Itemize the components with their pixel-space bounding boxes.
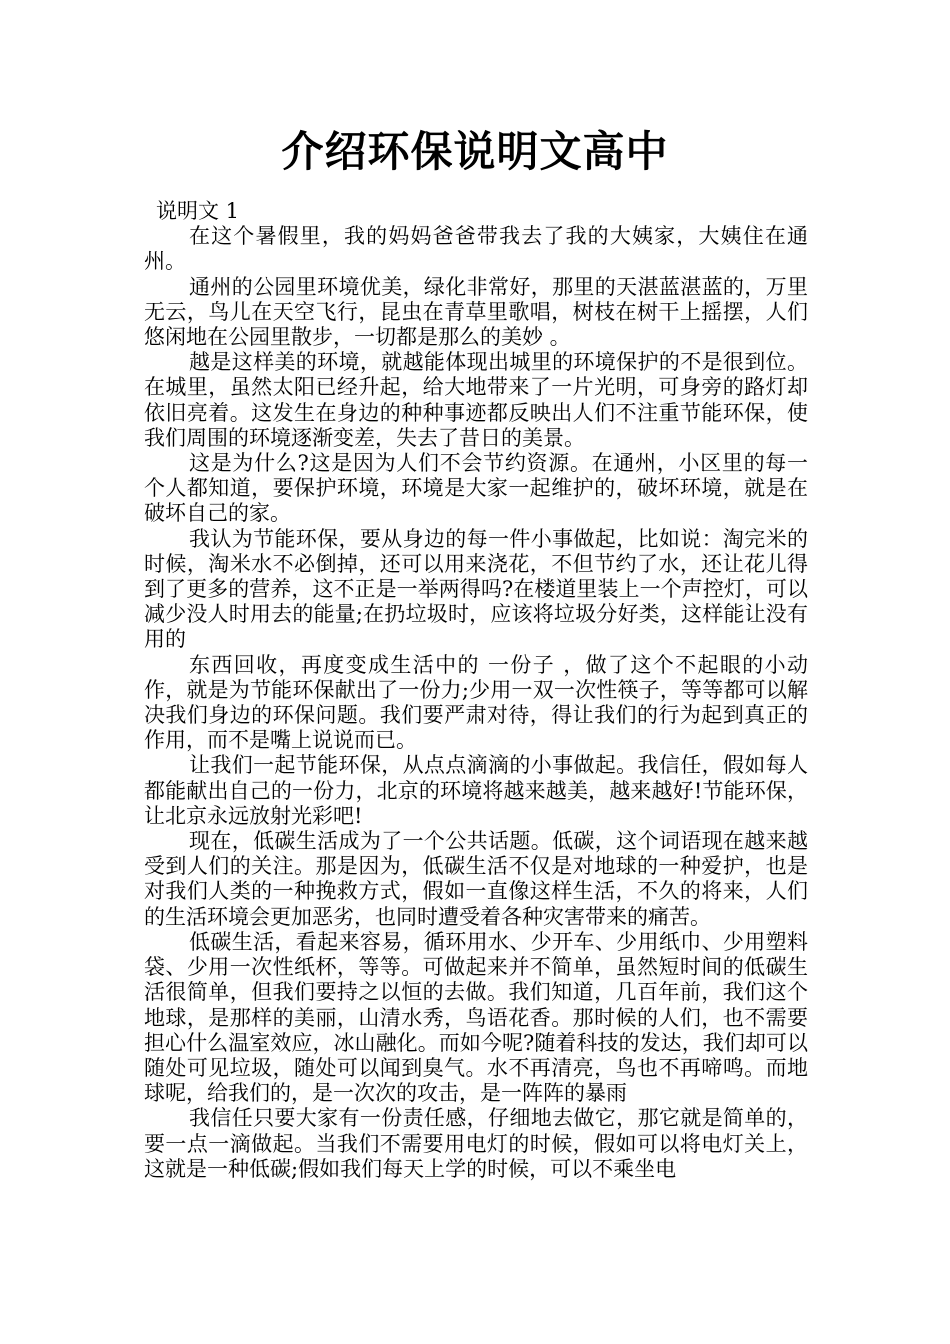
paragraph-1: 在这个暑假里，我的妈妈爸爸带我去了我的大姨家，大姨住在通州。 — [144, 224, 808, 274]
paragraph-5: 我认为节能环保，要从身边的每一件小事做起，比如说：淘完米的时候，淘米水不必倒掉，还可以用来浇花，不但节约了水，还让花儿得到了更多的营养，这不正是一举两得吗?在楼道里装上一个声控灯，可以减少没人时用去的能量;在扔垃圾时，应该将垃圾分好类，这样能让没有用的 — [144, 526, 808, 652]
paragraph-4: 这是为什么?这是因为人们不会节约资源。在通州，小区里的每一个人都知道，要保护环境，环境是大家一起维护的，破坏环境，就是在破坏自己的家。 — [144, 451, 808, 526]
paragraph-7: 让我们一起节能环保，从点点滴滴的小事做起。我信任，假如每人都能献出自己的一份力，北京的环境将越来越美，越来越好!节能环保，让北京永远放射光彩吧! — [144, 753, 808, 828]
paragraph-8: 现在，低碳生活成为了一个公共话题。低碳，这个词语现在越来越受到人们的关注。那是因为，低碳生活不仅是对地球的一种爱护，也是对我们人类的一种挽救方式，假如一直像这样生活，不久的将来，人们的生活环境会更加恶劣，也同时遭受着各种灾害带来的痛苦。 — [144, 829, 808, 929]
paragraph-2: 通州的公园里环境优美，绿化非常好，那里的天湛蓝湛蓝的，万里无云，鸟儿在天空飞行，昆虫在青草里歌唱，树枝在树干上摇摆，人们悠闲地在公园里散步，一切都是那么的美妙 。 — [144, 274, 808, 350]
paragraph-10: 我信任只要大家有一份责任感，仔细地去做它，那它就是简单的，要一点一滴做起。当我们不需要用电灯的时候，假如可以将电灯关上，这就是一种低碳;假如我们每天上学的时候，可以不乘坐电 — [144, 1106, 808, 1181]
paragraph-3: 越是这样美的环境，就越能体现出城里的环境保护的不是很到位。在城里，虽然太阳已经升起，给大地带来了一片光明，可身旁的路灯却依旧亮着。这发生在身边的种种事迹都反映出人们不注重节能环保，使我们周围的环境逐渐变差，失去了昔日的美景。 — [144, 350, 808, 450]
paragraph-6: 东西回收，再度变成生活中的 一份子 ，做了这个不起眼的小动作，就是为节能环保献出了一份力;少用一双一次性筷子，等等都可以解决我们身边的环保问题。我们要严肃对待，得让我们的行为起到真正的作用，而不是嘴上说说而已。 — [144, 652, 808, 753]
paragraph-9: 低碳生活，看起来容易，循环用水、少开车、少用纸巾、少用塑料袋、少用一次性纸杯，等等。可做起来并不简单，虽然短时间的低碳生活很简单，但我们要持之以恒的去做。我们知道，几百年前，我们这个地球，是那样的美丽，山清水秀，鸟语花香。那时候的人们，也不需要担心什么温室效应，冰山融化。而如今呢?随着科技的发达，我们却可以随处可见垃圾，随处可以闻到臭气。水不再清亮，鸟也不再啼鸣。而地球呢，给我们的，是一次次的攻击，是一阵阵的暴雨 — [144, 929, 808, 1106]
section-label: 说明文 1 — [156, 199, 240, 223]
page-title: 介绍环保说明文高中 — [281, 127, 669, 176]
document-body — [144, 199, 808, 1182]
